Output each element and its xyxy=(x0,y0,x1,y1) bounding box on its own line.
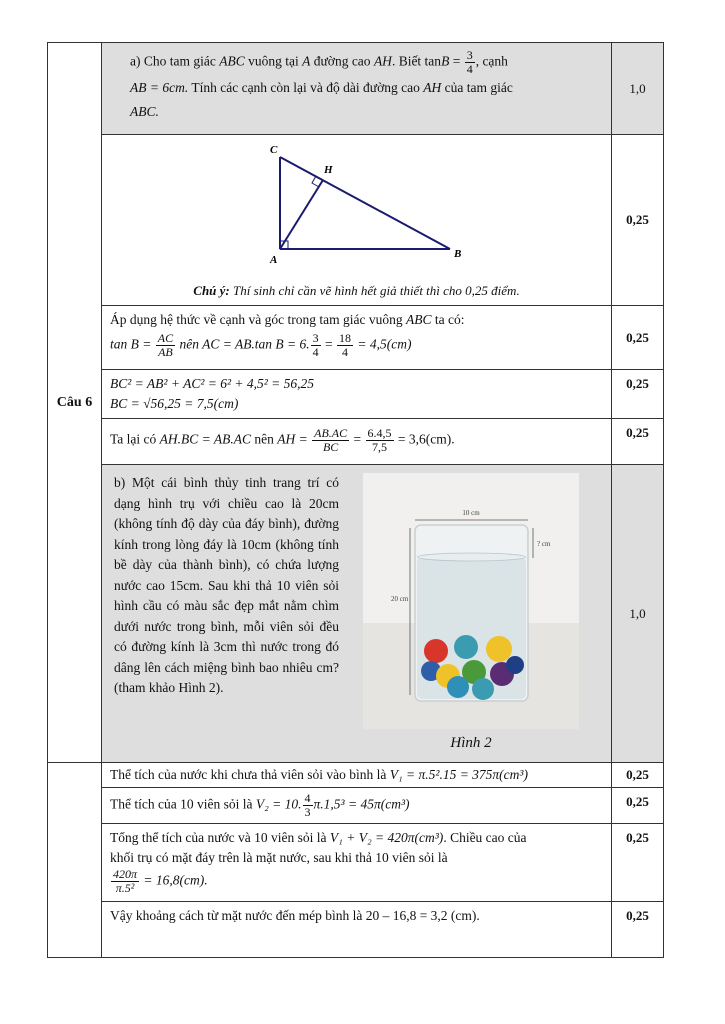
figure1-cell xyxy=(102,135,612,306)
part-b-text: b) Một cái bình thủy tinh trang trí có dạng hình trụ với chiều cao là 20cm (không tính độ dày của đáy bình), đường kính trong lòng đáy là 10cm (không tính bề dày của thành bình), có chứa lượng nước cao 15cm. Sau khi thả 10 viên sỏi hình cầu có màu sắc đẹp mắt nằm chìm dưới nước trong bình, mỗi viên sỏi đều có đường kính là 3cm thì nước trong đó dâng lên cách miệng bình bao nhiêu cm? (tham khảo Hình 2). xyxy=(114,475,339,695)
step2-cell: BC² = AB² + AC² = 6² + 4,5² = 56,25 BC = √56,25 = 7,5(cm) xyxy=(102,370,612,419)
question-label: Câu 6 xyxy=(48,43,102,763)
label-a: A xyxy=(270,254,278,266)
figure1-points: 0,25 xyxy=(612,135,664,306)
part-a-points: 1,0 xyxy=(612,43,664,135)
step7-points: 0,25 xyxy=(612,902,664,958)
label-height: 20 cm xyxy=(391,595,409,603)
glass-photo xyxy=(363,473,579,729)
figure1-note: Chú ý: Thí sinh chỉ cần vẽ hình hết giả thiết thì cho 0,25 điểm. xyxy=(193,283,520,298)
label-c: C xyxy=(270,144,278,156)
step6-points: 0,25 xyxy=(612,824,664,902)
part-b-points: 1,0 xyxy=(612,465,664,763)
part-a-prompt: a) Cho tam giác ABC vuông tại A đường cao AH. Biết tanB = $\frac{3}{4}$ , cạnh AB = 6cm. Tính các cạnh còn lại và độ dài đường cao AH của tam giác ABC. xyxy=(102,43,612,135)
step5-cell: Thể tích của 10 viên sỏi là V₂ = 10. $\frac{4}{3}$ π.1,5³ = 45π(cm³) xyxy=(102,788,612,824)
altitude-ah xyxy=(280,180,323,249)
part-b-figure xyxy=(339,473,603,752)
step3-cell: Ta lại có AH.BC = AB.AC nên AH = $\frac{AB.AC}{BC}$ = $\frac{6.4,5}{7,5}$ = 3,6(cm). xyxy=(102,419,612,465)
figure2-caption: Hình 2 xyxy=(450,735,492,751)
label-h: H xyxy=(324,164,333,176)
step7-cell: Vậy khoảng cách từ mặt nước đến mép bình là 20 – 16,8 = 3,2 (cm). xyxy=(102,902,612,958)
label-width: 10 cm xyxy=(462,509,480,517)
side-bc xyxy=(280,157,450,249)
step1-cell: Áp dụng hệ thức về cạnh và góc trong tam giác vuông ABC ta có: tan B = $\frac{AC}{AB}$ nên AC = AB.tan B = 6. $\frac{3}{4}$ = $\frac{18}{4}$ = 4,5(cm) xyxy=(102,306,612,370)
part-b-cell xyxy=(102,465,612,763)
step4-cell: Thể tích của nước khi chưa thả viên sỏi vào bình là V₁ = π.5².15 = 375π(cm³) xyxy=(102,763,612,788)
triangle-figure xyxy=(110,139,610,279)
step6-cell: Tổng thể tích của nước và 10 viên sỏi là V₁ + V₂ = 420π(cm³). Chiều cao của khối trụ có mặt đáy trên là mặt nước, sau khi thả 10 viên sỏi là $\frac{420\pi}{\text{π.5²}}$ = 16,8(cm). xyxy=(102,824,612,902)
step5-points: 0,25 xyxy=(612,788,664,824)
answer-table xyxy=(47,42,664,958)
step2-points: 0,25 xyxy=(612,370,664,419)
empty-label-cell xyxy=(48,763,102,958)
label-gap: ? cm xyxy=(537,540,551,548)
step4-points: 0,25 xyxy=(612,763,664,788)
step3-points: 0,25 xyxy=(612,419,664,465)
label-b: B xyxy=(454,248,462,260)
step1-points: 0,25 xyxy=(612,306,664,370)
